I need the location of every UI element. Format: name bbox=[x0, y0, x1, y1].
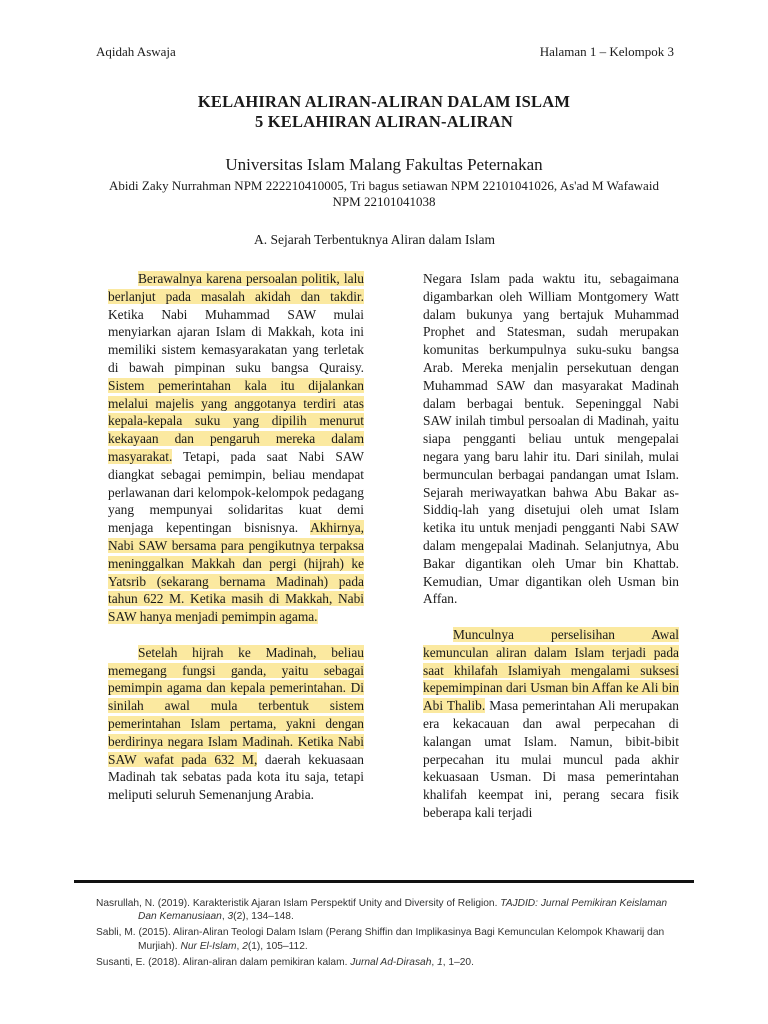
body-text: Masa pemerintahan Ali merupakan era kekacauan dan awal perpecahan di kalangan umat Islam. Namun, bibit-bibit perpecahan itu mulai muncul pada akhir kekuasaan Usman. Di masa pemerintahan khalifah keempat ini, perang secara fisik beberapa kali terjadi bbox=[423, 698, 679, 820]
reference-item bbox=[96, 926, 676, 952]
reference-text: (1), 105–112. bbox=[247, 940, 308, 952]
right-column bbox=[423, 270, 679, 822]
body-text: daerah kekuasaan Madinah tak sebatas pada kota itu saja, tetapi meliputi seluruh Semenanjung Arabia. bbox=[108, 751, 364, 803]
reference-list bbox=[96, 897, 676, 972]
highlighted-text: Munculnya perselisihan Awal kemunculan aliran dalam Islam terjadi pada saat khilafah Islamiyah mengalami suksesi kepemimpinan dari Usman bin Affan ke Ali bin Abi Thalib. bbox=[423, 626, 679, 714]
reference-text: (2), 134–148. bbox=[233, 911, 294, 923]
reference-item bbox=[96, 956, 676, 969]
reference-journal: Jurnal Ad-Dirasah bbox=[350, 956, 432, 968]
body-text: Tetapi, pada saat Nabi SAW diangkat sebagai pemimpin, beliau mendapat perlawanan dari kelompok-kelompok pedagang yang mempunyai solidaritas kuat demi menjaga kepentingan bisnisnya. bbox=[108, 448, 364, 536]
reference-item bbox=[96, 897, 676, 923]
reference-text: , bbox=[236, 940, 243, 952]
section-heading: A. Sejarah Terbentuknya Aliran dalam Islam bbox=[254, 232, 495, 247]
body-text: Ketika Nabi Muhammad SAW mulai menyiarkan ajaran Islam di Makkah, kota ini memiliki sistem kemasyarakatan yang terletak di bawah pimpinan suku bangsa Quraisy. bbox=[108, 306, 364, 375]
paper-title: KELAHIRAN ALIRAN-ALIRAN DALAM ISLAM bbox=[197, 92, 571, 111]
author-list: Abidi Zaky Nurrahman NPM 222210410005, Tri bagus setiawan NPM 22101041026, As'ad M Wafawaid NPM 22101041038 bbox=[109, 178, 659, 209]
highlighted-text: Berawalnya karena persoalan politik, lalu berlanjut pada masalah akidah dan takdir. bbox=[108, 271, 364, 304]
reference-volume: 1 bbox=[437, 956, 443, 968]
reference-journal: Nur El-Islam bbox=[180, 940, 237, 952]
affiliation: Universitas Islam Malang Fakultas Peternakan bbox=[225, 155, 543, 174]
paper-subtitle: 5 KELAHIRAN ALIRAN-ALIRAN bbox=[254, 112, 514, 131]
reference-text: , 1–20. bbox=[442, 956, 474, 968]
highlighted-text: Setelah hijrah ke Madinah, beliau memegang fungsi ganda, yaitu sebagai pemimpin agama dan kepala pemerintahan. Di sinilah awal mula terbentuk sistem pemerintahan Islam pertama, yakni dengan berdirinya negara Islam Madinah. Ketika Nabi SAW wafat pada 632 M, bbox=[108, 644, 364, 767]
body-text: Negara Islam pada waktu itu, sebagaimana digambarkan oleh William Montgomery Watt dalam bukunya yang bertajuk Muhammad Prophet and Statesman, sudah merupakan komunitas berkumpulnya suku-suku bangsa Arab. Mereka menjalin persekutuan dengan Muhammad SAW dan masyarakat Madinah dalam berbagai bentuk. Sepeninggal Nabi SAW inilah timbul persoalan di Madinah, yaitu siapa pengganti beliau untuk mengepalai negara yang baru lahir itu. Dari sinilah, mulai bermunculan berbagai pandangan umat Islam. Sejarah meriwayatkan bahwa Abu Bakar as-Siddiq-lah yang disetujui oleh umat Islam ketika itu untuk menjadi pengganti Nabi SAW dalam mengepalai Madinah. Selanjutnya, Abu Bakar digantikan oleh Umar bin Khattab. Kemudian, Umar digantikan oleh Usman bin Affan. bbox=[423, 271, 679, 607]
reference-text: Susanti, E. (2018). Aliran-aliran dalam pemikiran kalam. bbox=[96, 956, 351, 968]
reference-text: , bbox=[221, 911, 228, 923]
left-column bbox=[108, 270, 364, 804]
reference-text: Sabli, M. (2015). Aliran-Aliran Teologi Dalam Islam (Perang Shiffin dan Implikasinya Bagi Kemunculan Kelompok Khawarij dan Murjiah). bbox=[96, 927, 665, 952]
paragraph bbox=[108, 270, 364, 626]
reference-volume: 3 bbox=[227, 911, 234, 923]
reference-text: Nasrullah, N. (2019). Karakteristik Ajaran Islam Perspektif Unity and Diversity of Religion. bbox=[96, 898, 501, 909]
reference-volume: 2 bbox=[242, 940, 248, 952]
reference-journal: TAJDID: Jurnal Pemikiran Keislaman Dan Kemanusiaan bbox=[138, 898, 668, 923]
highlighted-text: Sistem pemerintahan kala itu dijalankan melalui majelis yang anggotanya terdiri atas kepala-kepala suku yang dipilih menurut kekayaan dan pengaruh mereka dalam masyarakat. bbox=[108, 377, 364, 464]
footer-divider bbox=[74, 880, 694, 883]
paragraph bbox=[108, 644, 364, 804]
paragraph bbox=[423, 270, 679, 608]
running-header-right: Halaman 1 – Kelompok 3 bbox=[539, 44, 674, 59]
highlighted-text: Akhirnya, Nabi SAW bersama para pengikutnya terpaksa meninggalkan Makkah dan pergi (hijrah) ke Yatsrib (sekarang bernama Madinah) pada tahun 622 M. Ketika masih di Makkah, Nabi SAW hanya menjadi pemimpin agama. bbox=[108, 520, 364, 625]
running-header-left: Aqidah Aswaja bbox=[96, 44, 176, 59]
reference-text: , bbox=[431, 956, 438, 968]
paragraph bbox=[423, 626, 679, 822]
